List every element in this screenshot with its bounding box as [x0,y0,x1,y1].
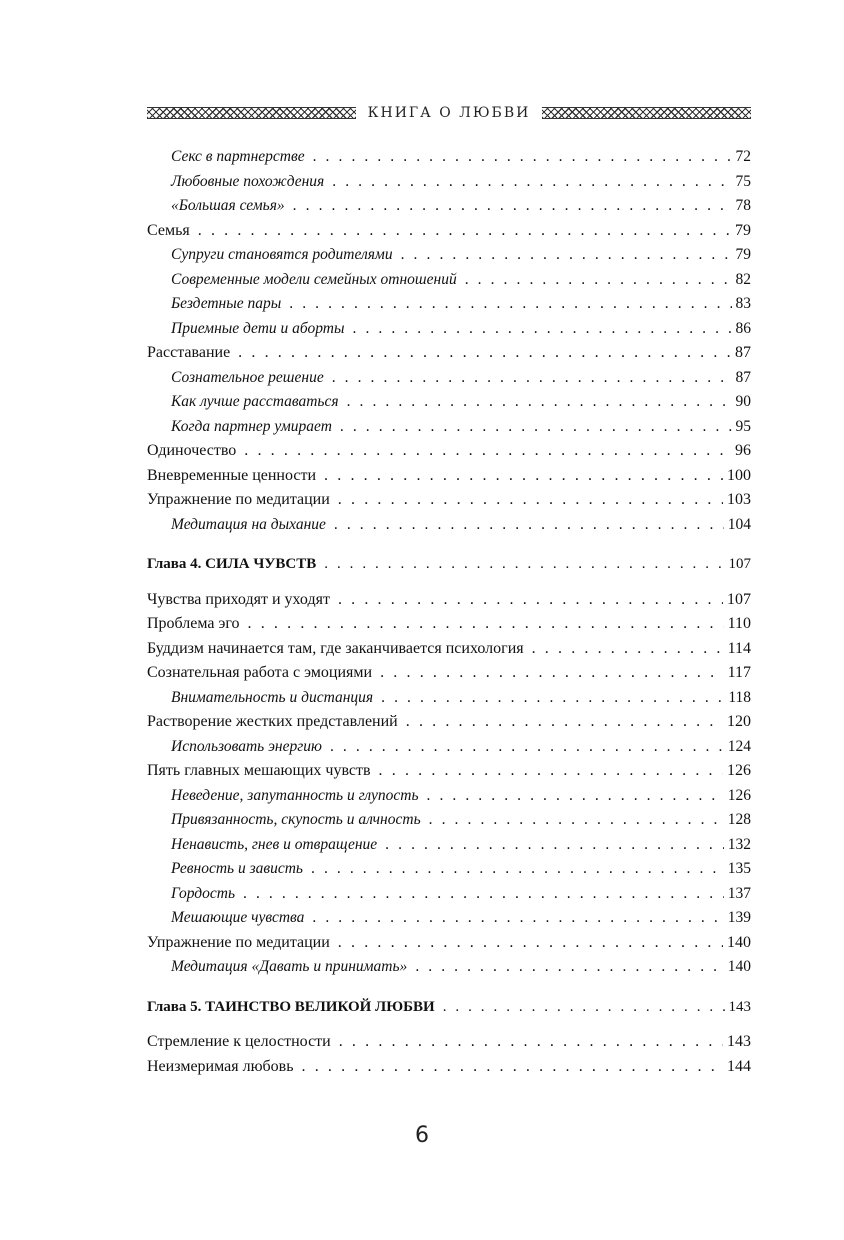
toc-entry-page: 75 [735,172,751,190]
toc-entry-title: Расставание [147,344,231,361]
toc-entry [147,909,751,934]
toc-entry-title: Чувства приходят и уходят [147,590,330,608]
toc-entry-page: 137 [727,884,751,902]
toc-leader-dots [347,393,732,411]
toc-leader-dots [324,556,724,573]
toc-entry-page: 143 [728,998,751,1015]
toc-leader-dots [465,271,732,289]
toc-entry-page: 72 [735,148,751,165]
toc-entry [147,591,751,616]
toc-leader-dots [238,344,731,362]
toc-entry-title: Неизмеримая любовь [147,1057,294,1075]
toc-entry-title: Семья [147,221,190,239]
toc-entry [147,271,751,296]
toc-entry-page: 107 [727,590,751,608]
toc-entry-page: 86 [735,319,751,337]
toc-entry-title: Неведение, запутанность и глупость [171,786,419,804]
toc-entry-title: Одиночество [147,442,237,459]
toc-entry-page: 104 [727,515,751,533]
toc-entry-title: Современные модели семейных отношений [171,270,457,288]
header-ornament-left [147,107,356,119]
toc-entry-page: 140 [727,958,751,975]
toc-entry [147,393,751,418]
toc-leader-dots [198,222,731,240]
toc-entry-page: 82 [735,270,751,288]
toc-entry-title: Медитация «Давать и принимать» [171,958,408,975]
toc-leader-dots [380,664,724,682]
toc-entry-page: 124 [727,737,751,755]
toc-entry-page: 126 [727,786,751,804]
toc-leader-dots [302,1058,723,1076]
toc-entry-page: 83 [735,295,751,312]
toc-entry-page: 100 [727,466,751,484]
toc-entry-page: 95 [735,417,751,435]
toc-entry-title: Упражнение по медитации [147,491,330,508]
toc-leader-dots [330,738,724,756]
toc-entry-title: Глава 5. ТАИНСТВО ВЕЛИКОЙ ЛЮБВИ [147,998,435,1015]
toc-leader-dots [334,516,724,534]
toc-entry [147,811,751,836]
toc-entry-title: Вневременные ценности [147,466,317,484]
toc-leader-dots [248,615,724,633]
toc-entry-title: Приемные дети и аборты [171,319,345,337]
toc-leader-dots [244,442,731,460]
toc-entry-page: 110 [727,615,751,632]
toc-entry [147,148,751,173]
toc-entry-page: 96 [735,442,751,459]
toc-entry-title: Внимательность и дистанция [171,688,374,706]
toc-entry-title: Ненависть, гнев и отвращение [171,835,378,853]
toc-entry [147,246,751,271]
toc-entry [147,689,751,714]
toc-entry [147,295,751,320]
toc-entry-title: Мешающие чувства [171,909,305,926]
toc-entry-title: Упражнение по медитации [147,933,330,951]
toc-leader-dots [379,762,723,780]
toc-leader-dots [339,1033,723,1051]
toc-entry-title: Использовать энергию [171,737,322,755]
toc-entry [147,491,751,516]
toc-entry [147,1033,751,1058]
toc-entry-title: Любовные похождения [171,172,325,190]
toc-entry-page: 117 [727,664,751,681]
toc-entry-title: Сознательная работа с эмоциями [147,664,373,681]
toc-entry-title: Когда партнер умирает [171,417,332,435]
toc-entry [147,442,751,467]
toc-leader-dots [385,836,724,854]
toc-entry-page: 87 [735,368,751,386]
toc-entry-page: 87 [735,344,751,361]
running-header [147,100,751,126]
toc-entry-page: 140 [727,933,751,951]
toc-entry-page: 78 [735,197,751,214]
toc-entry-page: 126 [727,762,751,779]
toc-entry [147,344,751,369]
toc-entry [147,173,751,198]
toc-leader-dots [324,467,723,485]
toc-entry [147,418,751,443]
toc-entry-page: 128 [727,811,751,828]
toc-entry-title: Растворение жестких представлений [147,713,398,730]
table-of-contents [147,148,751,1082]
toc-entry-page: 120 [727,713,751,730]
toc-entry-page: 103 [727,491,751,508]
toc-entry-page: 132 [727,835,751,853]
toc-entry-page: 90 [735,393,751,410]
toc-entry-page: 139 [727,909,751,926]
toc-entry [147,640,751,665]
toc-entry [147,615,751,640]
toc-entry-page: 143 [727,1033,751,1050]
toc-entry-page: 135 [727,860,751,877]
toc-entry [147,222,751,247]
toc-entry [147,467,751,492]
toc-entry-page: 79 [735,221,751,239]
toc-entry-title: Привязанность, скупость и алчность [171,811,421,828]
toc-leader-dots [415,958,723,976]
toc-entry-title: Сознательное решение [171,368,324,386]
toc-entry [147,1058,751,1083]
toc-entry [147,664,751,689]
toc-entry [147,197,751,222]
toc-entry-title: Как лучше расставаться [171,393,339,410]
toc-entry [147,369,751,394]
toc-entry [147,934,751,959]
toc-entry [147,787,751,812]
toc-leader-dots [429,811,724,829]
toc-entry-title: Проблема эго [147,615,240,632]
page-number: 6 [415,1123,429,1148]
toc-leader-dots [381,689,724,707]
toc-entry-title: Пять главных мешающих чувств [147,762,371,779]
toc-entry [147,320,751,345]
toc-entry [147,713,751,738]
toc-entry [147,738,751,763]
toc-entry [147,958,751,983]
toc-leader-dots [443,999,725,1016]
toc-entry-title: «Большая семья» [171,197,285,214]
toc-entry [147,836,751,861]
toc-entry [147,860,751,885]
toc-entry-title: Супруги становятся родителями [171,246,393,263]
toc-leader-dots [338,934,723,952]
toc-entry-title: Гордость [171,884,236,902]
toc-leader-dots [332,173,731,191]
toc-entry [147,885,751,910]
toc-chapter-entry [147,999,751,1024]
toc-entry-title: Секс в партнерстве [171,148,305,165]
toc-entry-page: 144 [727,1057,751,1075]
toc-leader-dots [406,713,723,731]
toc-entry-page: 114 [727,639,751,657]
toc-entry-page: 79 [735,246,751,263]
toc-leader-dots [353,320,732,338]
toc-leader-dots [243,885,724,903]
toc-leader-dots [338,591,723,609]
toc-leader-dots [311,860,724,878]
toc-leader-dots [401,246,732,264]
toc-entry [147,762,751,787]
running-header-title: КНИГА О ЛЮБВИ [367,105,531,121]
toc-entry-title: Ревность и зависть [171,860,303,877]
toc-entry-title: Глава 4. СИЛА ЧУВСТВ [147,556,317,572]
toc-entry-page: 107 [728,556,751,572]
toc-leader-dots [340,418,732,436]
toc-leader-dots [427,787,724,805]
toc-entry-title: Буддизм начинается там, где заканчивается психология [147,639,524,657]
toc-leader-dots [293,197,732,215]
toc-entry-title: Бездетные пары [171,295,282,312]
toc-leader-dots [338,491,723,509]
toc-leader-dots [332,369,732,387]
toc-entry [147,516,751,541]
header-ornament-right [542,107,751,119]
toc-leader-dots [313,148,732,166]
toc-leader-dots [312,909,723,927]
toc-leader-dots [532,640,724,658]
toc-chapter-entry [147,556,751,581]
toc-entry-page: 118 [728,688,751,706]
toc-leader-dots [289,295,731,313]
toc-entry-title: Медитация на дыхание [171,515,326,533]
toc-entry-title: Стремление к целостности [147,1033,331,1050]
